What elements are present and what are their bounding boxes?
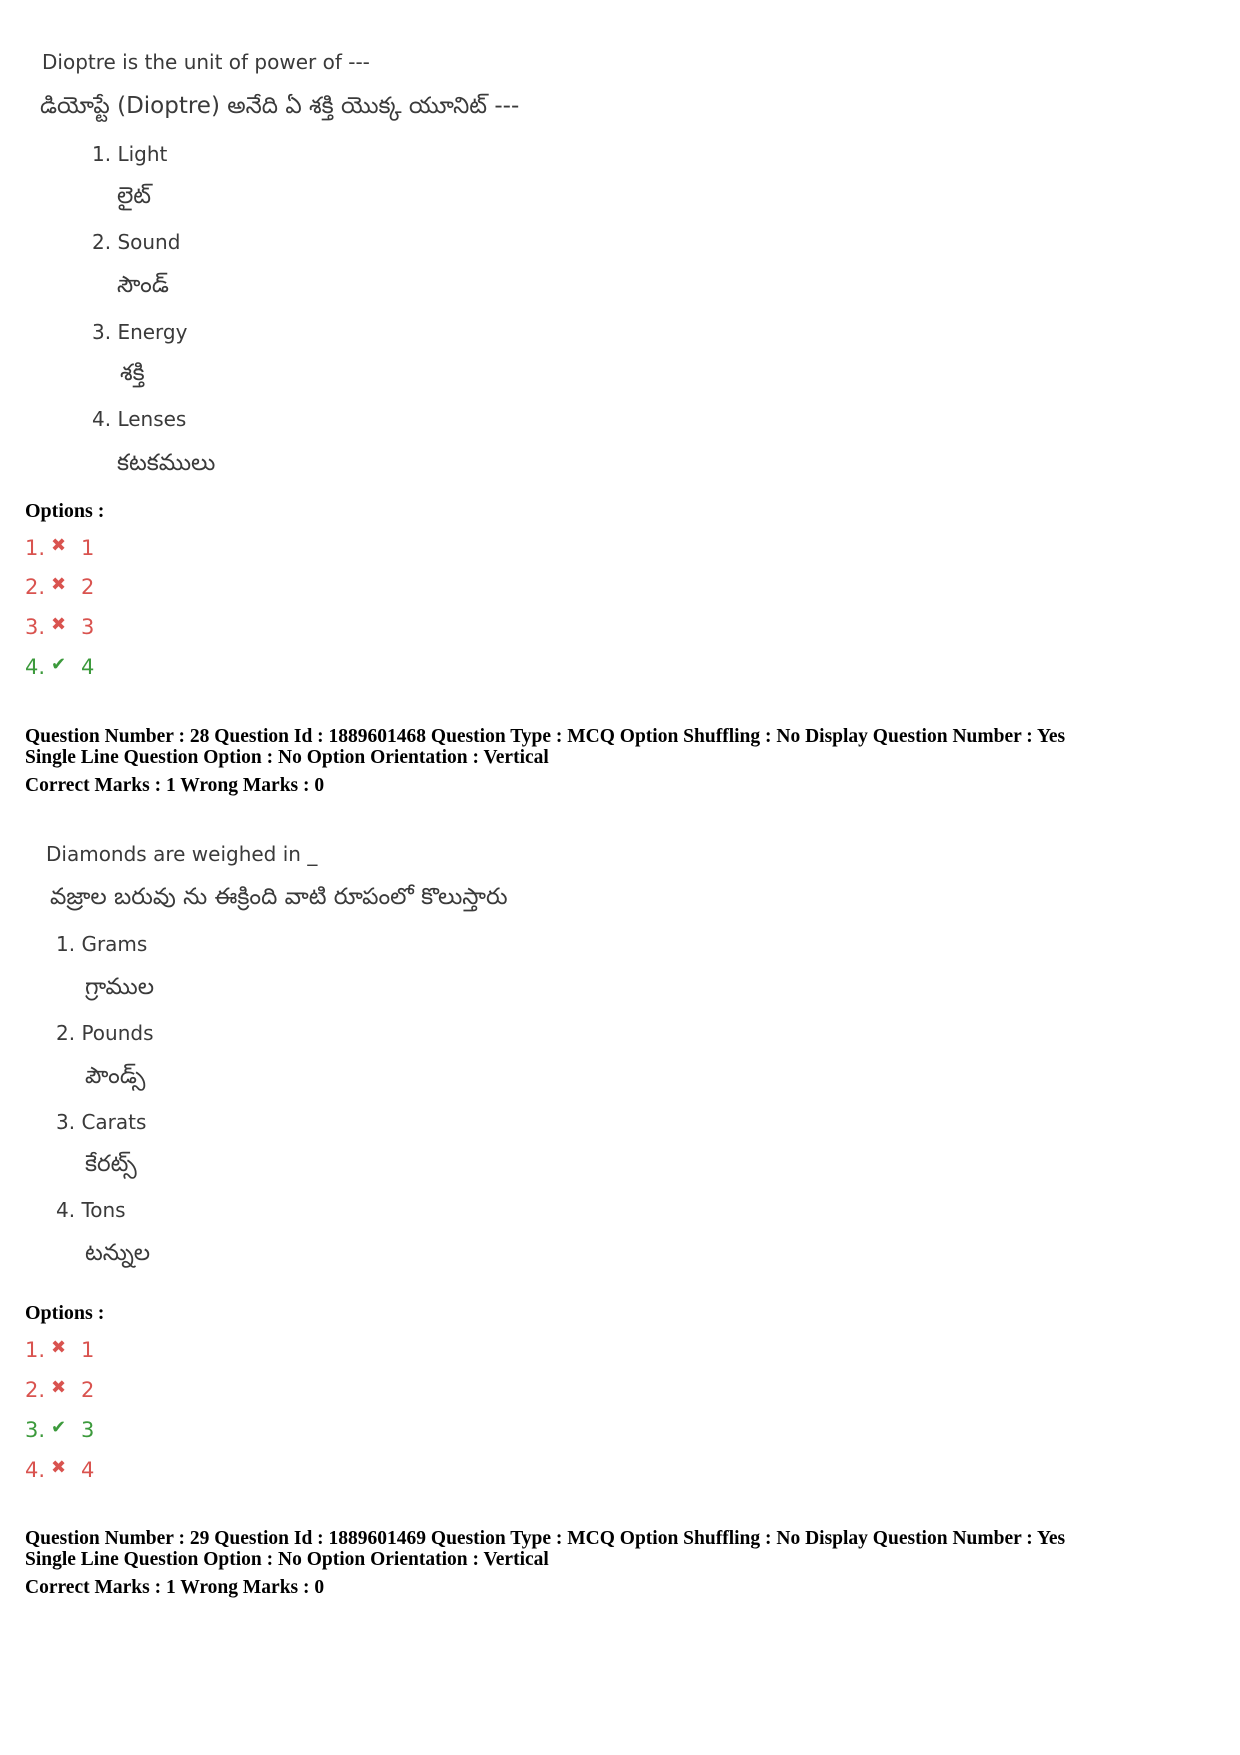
option-value: 2 <box>81 1378 95 1402</box>
meta-line: Correct Marks : 1 Wrong Marks : 0 <box>25 775 325 796</box>
meta-line: Single Line Question Option : No Option Orientation : Vertical <box>25 747 549 768</box>
option-value: 4 <box>81 655 95 679</box>
option-value: 1 <box>81 536 95 560</box>
meta-line: Question Number : 29 Question Id : 1889601469 Question Type : MCQ Option Shuffling : No Display Question Number : Yes <box>25 1528 1066 1549</box>
question-prompt-te: వజ్రాల బరువు ను ఈక్రింది వాటి రూపంలో కొలుస్తారు <box>50 884 508 910</box>
choice-te: సౌండ్ <box>117 272 169 298</box>
options-label: Options : <box>25 1302 105 1324</box>
choice-en: 2. Sound <box>92 230 181 254</box>
option-value: 4 <box>81 1458 95 1482</box>
choice-en: 1. Light <box>92 142 168 166</box>
choice-te: టన్నుల <box>85 1240 151 1266</box>
option-row <box>25 614 94 639</box>
choice-te: లైట్ <box>117 183 152 209</box>
cross-icon: ✖ <box>51 1377 67 1398</box>
choice-en: 3. Energy <box>92 320 188 344</box>
checkmark-icon: ✔ <box>51 1417 67 1438</box>
choice-te: కేరట్స్ <box>85 1151 137 1177</box>
question-prompt-te: డియోప్టే (Dioptre) అనేది ఏ శక్తి యొక్క యూనిట్ --- <box>40 93 520 119</box>
cross-icon: ✖ <box>51 574 67 595</box>
option-row <box>25 574 94 599</box>
choice-en: 3. Carats <box>56 1110 147 1134</box>
choice-en: 4. Tons <box>56 1198 126 1222</box>
option-row <box>25 1457 94 1482</box>
question-image <box>0 0 1240 490</box>
choice-en: 1. Grams <box>56 932 148 956</box>
option-number: 1. <box>25 1338 46 1362</box>
option-number: 4. <box>25 655 46 679</box>
option-row <box>25 654 94 679</box>
choice-te: పౌండ్స్ <box>85 1063 146 1089</box>
option-value: 2 <box>81 575 95 599</box>
option-row <box>25 1337 94 1362</box>
question-prompt-en: Dioptre is the unit of power of --- <box>42 50 370 74</box>
option-number: 3. <box>25 615 46 639</box>
meta-line: Single Line Question Option : No Option Orientation : Vertical <box>25 1549 549 1570</box>
meta-line: Question Number : 28 Question Id : 1889601468 Question Type : MCQ Option Shuffling : No Display Question Number : Yes <box>25 726 1066 747</box>
option-number: 4. <box>25 1458 46 1482</box>
cross-icon: ✖ <box>51 535 67 556</box>
choice-en: 4. Lenses <box>92 407 187 431</box>
question-meta <box>25 1528 1065 1598</box>
option-number: 2. <box>25 575 46 599</box>
cross-icon: ✖ <box>51 1337 67 1358</box>
option-number: 1. <box>25 536 46 560</box>
choice-te: కటకములు <box>117 450 216 476</box>
checkmark-icon: ✔ <box>51 654 67 675</box>
choice-te: శక్తి <box>120 360 145 386</box>
options-label: Options : <box>25 500 105 522</box>
option-value: 3 <box>81 615 95 639</box>
question-meta <box>25 726 1065 796</box>
cross-icon: ✖ <box>51 614 67 635</box>
option-row <box>25 535 94 560</box>
choice-te: గ్రాముల <box>85 974 155 1000</box>
option-value: 3 <box>81 1418 95 1442</box>
option-row <box>25 1377 94 1402</box>
question-prompt-en: Diamonds are weighed in _ <box>46 842 318 866</box>
meta-line: Correct Marks : 1 Wrong Marks : 0 <box>25 1577 325 1598</box>
option-number: 3. <box>25 1418 46 1442</box>
cross-icon: ✖ <box>51 1457 67 1478</box>
option-row <box>25 1417 94 1442</box>
choice-en: 2. Pounds <box>56 1021 154 1045</box>
option-number: 2. <box>25 1378 46 1402</box>
option-value: 1 <box>81 1338 95 1362</box>
question-image <box>0 820 1240 1280</box>
